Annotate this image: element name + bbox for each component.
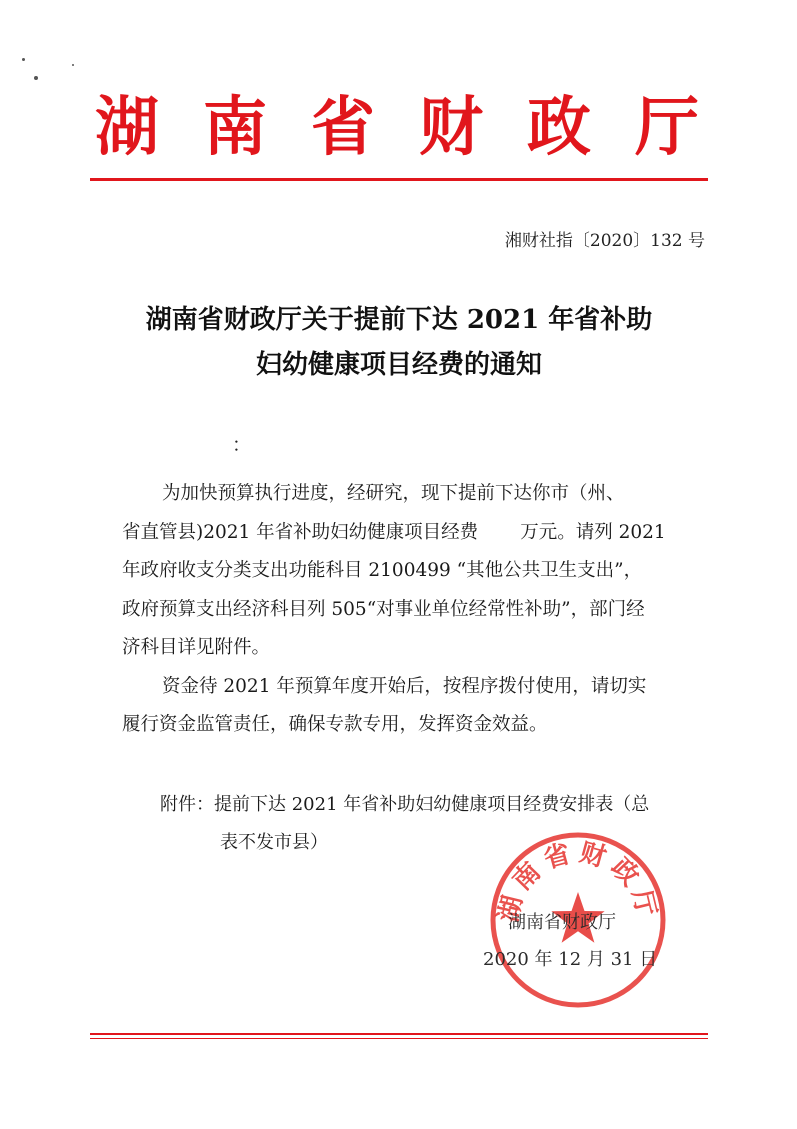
masthead-org-name: 湖南省财政厅 [95,90,705,165]
para1-line-5: 济科目详见附件。 [122,637,271,658]
document-number: 湘财社指〔2020〕132 号 [504,231,705,251]
salutation: ： [232,434,252,456]
para1-line-3: 年政府收支分类支出功能科目 2100499 “其他公共卫生支出”， [122,560,643,581]
scan-speck [72,64,74,66]
para2-line-1: 资金待 2021 年预算年度开始后，按程序拨付使用，请切实 [162,675,647,697]
signature-date: 2020 年 12 月 31 日 [483,949,658,970]
footer-divider-thick [90,1033,708,1035]
signature-org: 湖南省财政厅 [508,912,616,933]
para1-line-4: 政府预算支出经济科目列 505“对事业单位经常性补助”，部门经 [122,598,645,620]
scan-speck [22,58,25,61]
para1-line-2-b: 万元。请列 2021 [520,521,666,543]
title-line-2: 妇幼健康项目经费的通知 [255,350,542,380]
scan-speck [34,76,38,80]
document-title [90,298,708,388]
attachment-line-1: 附件：提前下达 2021 年省补助妇幼健康项目经费安排表（总 [160,794,650,815]
para1-line-2 [122,514,712,553]
masthead-divider [90,178,708,181]
para1-line-1: 为加快预算执行进度，经研究，现下提前下达你市（州、 [162,483,625,504]
para2-line-2: 履行资金监管责任，确保专款专用，发挥资金效益。 [122,714,548,735]
title-line-1: 湖南省财政厅关于提前下达 2021 年省补助 [145,305,653,335]
attachment-line-2: 表不发市县） [220,832,328,853]
footer-divider-thin [90,1038,708,1039]
para1-line-2-a: 省直管县)2021 年省补助妇幼健康项目经费 [122,521,479,543]
seal-text: 湖南省财政厅 [493,837,663,926]
document-body [122,475,712,745]
